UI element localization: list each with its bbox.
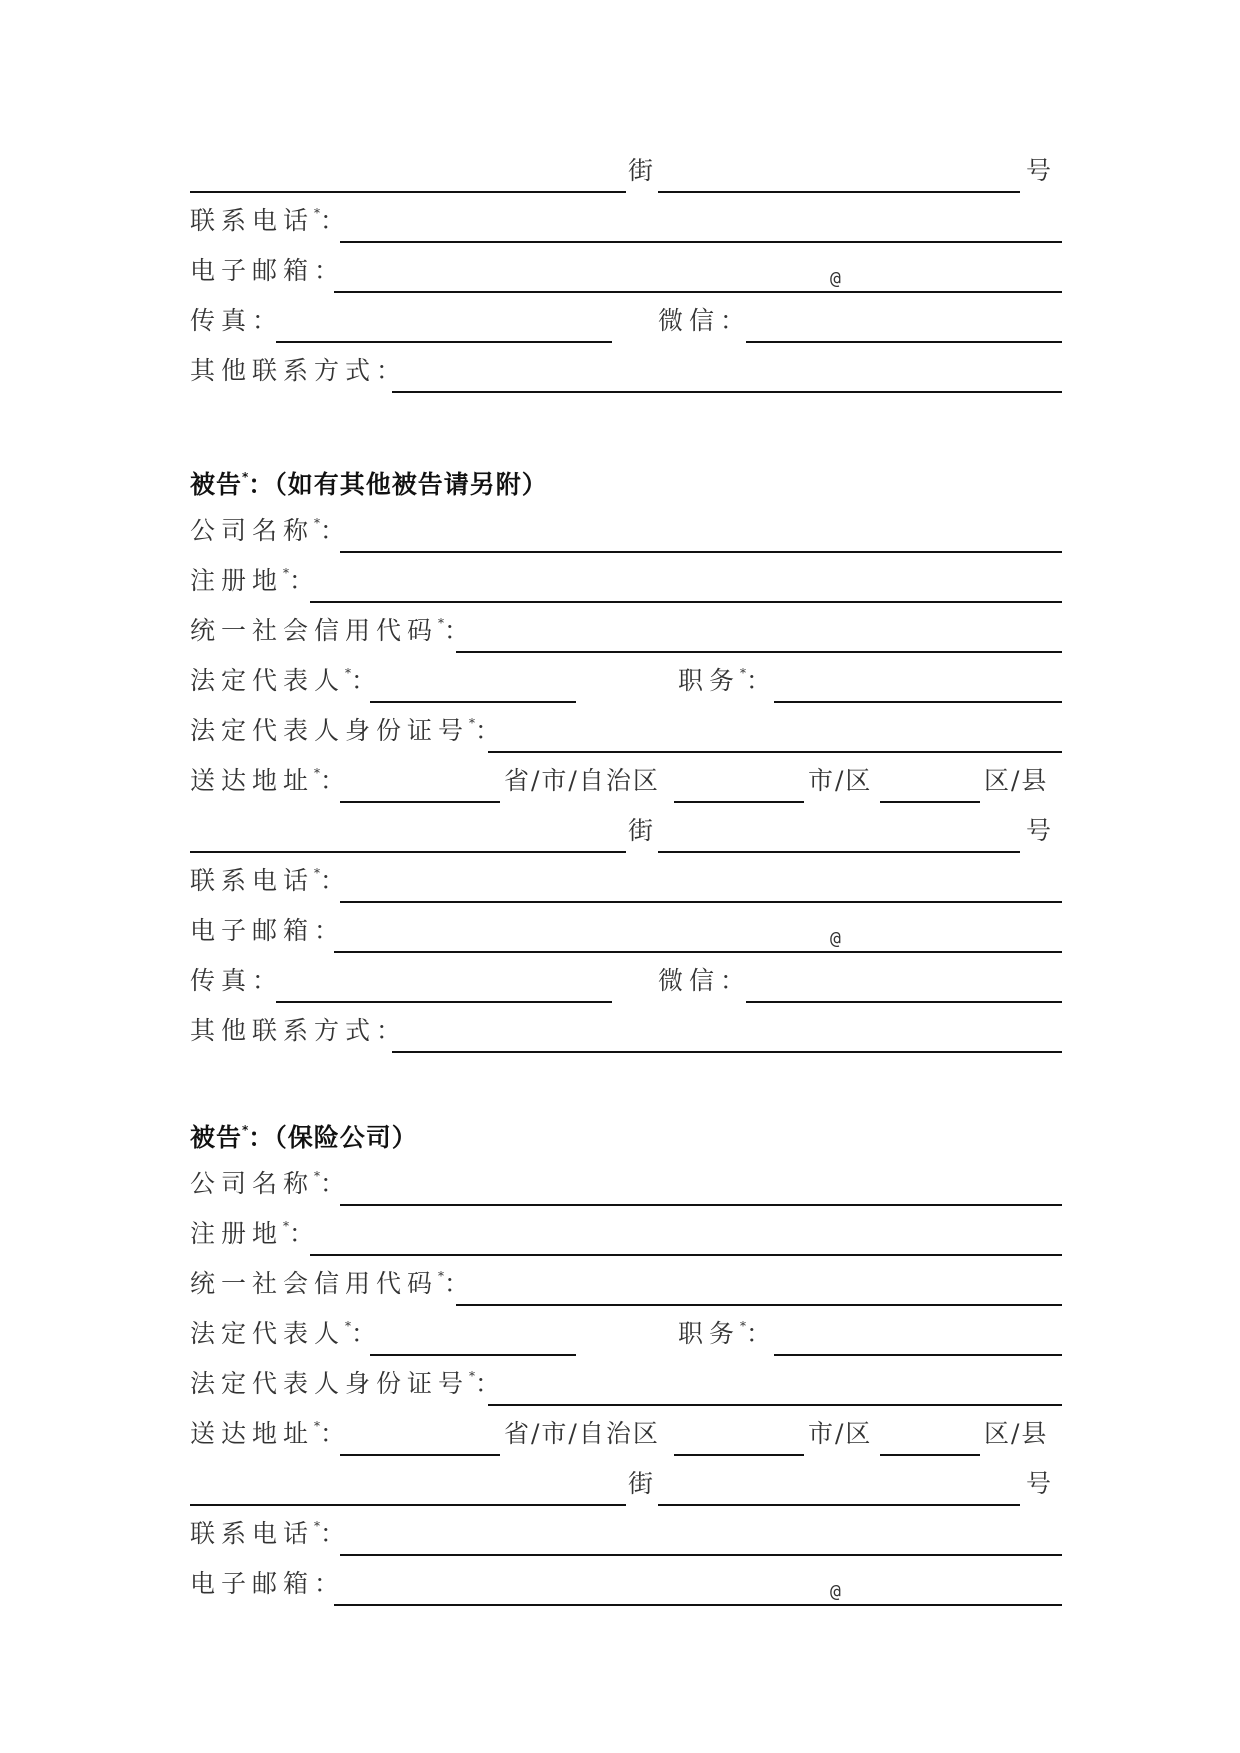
other-contact-field[interactable]: [392, 1051, 1062, 1053]
address-label: 送达地址*：: [190, 1419, 352, 1448]
phone-label: 联系电话*：: [190, 1519, 352, 1548]
city-field[interactable]: [674, 801, 804, 803]
street-field[interactable]: [190, 1504, 626, 1506]
registered-label: 注册地*：: [190, 566, 321, 595]
other-contact-field[interactable]: [392, 391, 1062, 393]
email-field[interactable]: [334, 951, 1062, 953]
position-field[interactable]: [774, 1354, 1062, 1356]
defendant-heading: 被告*：（如有其他被告请另附）: [190, 470, 548, 499]
email-label: 电子邮箱：: [190, 256, 346, 285]
phone-field[interactable]: [340, 241, 1062, 243]
fax-wechat-row: [190, 295, 1062, 345]
legal-rep-field[interactable]: [370, 701, 576, 703]
district-suffix: 区/县: [984, 1419, 1049, 1448]
phone-label: 联系电话*：: [190, 866, 352, 895]
registered-label: 注册地*：: [190, 1219, 321, 1248]
city-suffix: 市/区: [808, 766, 873, 795]
street-suffix: 街: [628, 1469, 660, 1498]
number-suffix: 号: [1026, 1469, 1058, 1498]
address-row: [190, 755, 1062, 805]
other-contact-row: [190, 345, 1062, 395]
fax-label: 传真：: [190, 966, 284, 995]
legal-rep-label: 法定代表人*：: [190, 1319, 383, 1348]
city-suffix: 市/区: [808, 1419, 873, 1448]
province-field[interactable]: [340, 801, 500, 803]
street-suffix: 街: [628, 156, 660, 185]
province-field[interactable]: [340, 1454, 500, 1456]
registered-row: [190, 555, 1062, 605]
street-row: [190, 1458, 1062, 1508]
wechat-label: 微信：: [658, 966, 752, 995]
credit-code-label: 统一社会信用代码*：: [190, 1269, 476, 1298]
position-label: 职务*：: [678, 1319, 778, 1348]
legal-rep-label: 法定代表人*：: [190, 666, 383, 695]
legal-rep-id-label: 法定代表人身份证号*：: [190, 1369, 507, 1398]
street-suffix: 街: [628, 816, 660, 845]
phone-field[interactable]: [340, 901, 1062, 903]
email-at-sign: @: [830, 1581, 841, 1602]
number-field[interactable]: [658, 851, 1020, 853]
phone-row: [190, 195, 1062, 245]
email-row: [190, 905, 1062, 955]
legal-rep-id-label: 法定代表人身份证号*：: [190, 716, 507, 745]
number-suffix: 号: [1026, 816, 1058, 845]
address-row: [190, 1408, 1062, 1458]
registered-field[interactable]: [310, 1254, 1062, 1256]
legal-rep-row: [190, 1308, 1062, 1358]
legal-rep-id-row: [190, 705, 1062, 755]
email-field[interactable]: [334, 291, 1062, 293]
fax-field[interactable]: [276, 341, 612, 343]
email-label: 电子邮箱：: [190, 1569, 346, 1598]
other-contact-label: 其他联系方式：: [190, 1016, 408, 1045]
district-field[interactable]: [880, 801, 980, 803]
district-suffix: 区/县: [984, 766, 1049, 795]
number-field[interactable]: [658, 191, 1020, 193]
company-name-row: [190, 505, 1062, 555]
email-row: [190, 1558, 1062, 1608]
fax-wechat-row: [190, 955, 1062, 1005]
registered-field[interactable]: [310, 601, 1062, 603]
street-field[interactable]: [190, 851, 626, 853]
credit-code-field[interactable]: [456, 651, 1062, 653]
district-field[interactable]: [880, 1454, 980, 1456]
email-field[interactable]: [334, 1604, 1062, 1606]
number-suffix: 号: [1026, 156, 1058, 185]
city-field[interactable]: [674, 1454, 804, 1456]
email-at-sign: @: [830, 268, 841, 289]
position-field[interactable]: [774, 701, 1062, 703]
number-field[interactable]: [658, 1504, 1020, 1506]
legal-rep-field[interactable]: [370, 1354, 576, 1356]
email-at-sign: @: [830, 928, 841, 949]
company-name-row: [190, 1158, 1062, 1208]
phone-label: 联系电话*：: [190, 206, 352, 235]
province-suffix: 省/市/自治区: [504, 1419, 660, 1448]
company-name-field[interactable]: [340, 1204, 1062, 1206]
credit-code-label: 统一社会信用代码*：: [190, 616, 476, 645]
company-name-label: 公司名称*：: [190, 516, 352, 545]
street-row: [190, 805, 1062, 855]
province-suffix: 省/市/自治区: [504, 766, 660, 795]
phone-row: [190, 855, 1062, 905]
legal-rep-id-field[interactable]: [488, 1404, 1062, 1406]
legal-rep-row: [190, 655, 1062, 705]
other-contact-label: 其他联系方式：: [190, 356, 408, 385]
wechat-field[interactable]: [746, 341, 1062, 343]
phone-row: [190, 1508, 1062, 1558]
company-name-label: 公司名称*：: [190, 1169, 352, 1198]
other-contact-row: [190, 1005, 1062, 1055]
legal-rep-id-row: [190, 1358, 1062, 1408]
credit-code-field[interactable]: [456, 1304, 1062, 1306]
wechat-field[interactable]: [746, 1001, 1062, 1003]
company-name-field[interactable]: [340, 551, 1062, 553]
email-label: 电子邮箱：: [190, 916, 346, 945]
street-field[interactable]: [190, 191, 626, 193]
registered-row: [190, 1208, 1062, 1258]
phone-field[interactable]: [340, 1554, 1062, 1556]
insurer-heading: 被告*：（保险公司）: [190, 1123, 418, 1152]
email-row: [190, 245, 1062, 295]
wechat-label: 微信：: [658, 306, 752, 335]
address-label: 送达地址*：: [190, 766, 352, 795]
position-label: 职务*：: [678, 666, 778, 695]
fax-label: 传真：: [190, 306, 284, 335]
credit-code-row: [190, 1258, 1062, 1308]
fax-field[interactable]: [276, 1001, 612, 1003]
credit-code-row: [190, 605, 1062, 655]
legal-rep-id-field[interactable]: [488, 751, 1062, 753]
street-row: [190, 145, 1062, 195]
